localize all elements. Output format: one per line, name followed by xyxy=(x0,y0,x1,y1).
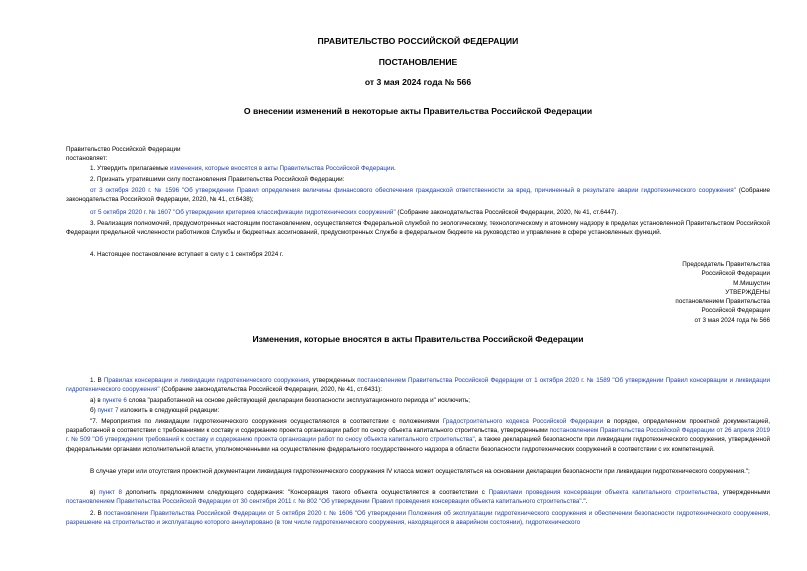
item-2: 2. Признать утратившими силу постановления Правительства Российской Федерации: xyxy=(90,176,345,183)
approved-line-3: Российской Федерации xyxy=(701,307,770,315)
approved-line-2: постановлением Правительства xyxy=(675,298,770,306)
document-page xyxy=(66,0,770,571)
signature-line-1: Председатель Правительства xyxy=(682,261,770,268)
document-title: О внесении изменений в некоторые акты Правительства Российской Федерации xyxy=(243,106,593,116)
change-1v xyxy=(66,488,770,506)
change-7-text xyxy=(66,417,770,454)
signature-block xyxy=(675,260,770,325)
item-1 xyxy=(66,164,794,173)
document-type-heading: ПОСТАНОВЛЕНИЕ xyxy=(378,57,458,67)
change-1v-suffix: .". xyxy=(581,498,588,506)
preamble-line-1: Правительство Российской Федерации xyxy=(66,146,181,153)
government-heading: ПРАВИТЕЛЬСТВО РОССИЙСКОЙ ФЕДЕРАЦИИ xyxy=(317,36,519,46)
change-1b-link[interactable]: пункт 7 xyxy=(97,407,119,414)
change-7-mid: в порядке, определенном проектной документацией, разработанной в соответствии с требованиями к составу и содержанию проекта организации работ по сносу объекта капитального строительства, утвержденными xyxy=(66,418,770,435)
change-1-prefix: 1. В xyxy=(90,377,104,384)
change-1v-link-decree[interactable]: постановлением Правительства Российской Федерации от 30 сентября 2011 г. № 802 "Об утверждении Правил проведения консервации объекта капитального строительства" xyxy=(66,498,582,506)
change-1v-link-rules[interactable]: Правилами проведения консервации объекта капитального строительства xyxy=(488,489,718,496)
preamble-line-2: постановляет: xyxy=(66,155,108,163)
preamble xyxy=(66,145,770,163)
change-2-prefix: 2. В xyxy=(90,510,104,517)
item-2a-suffix: (Собрание законодательства Российской Федерации, 2020, № 41, ст.6438); xyxy=(66,187,770,204)
change-1 xyxy=(66,376,770,394)
item-2a-link[interactable]: от 3 октября 2020 г. № 1596 "Об утверждении Правил определения величины финансового обеспечения гражданской ответственности за вред, причиненный в результате аварии гидротехнического сооружения" xyxy=(90,187,736,194)
change-2 xyxy=(66,509,770,527)
item-4: 4. Настоящее постановление вступает в силу с 1 сентября 2024 г. xyxy=(90,251,284,258)
item-2b-suffix: (Собрание законодательства Российской Федерации, 2020, № 41, ст.6447). xyxy=(395,209,619,216)
change-1v-mid: дополнить предложением следующего содержания: "Консервация такого объекта осуществляется в соответствии с xyxy=(122,489,489,496)
change-1b-suffix: изложить в следующей редакции: xyxy=(118,407,220,414)
change-1a-link[interactable]: пункте 6 xyxy=(102,397,127,404)
change-1a-prefix: а) в xyxy=(90,397,103,404)
approved-line-4: от 3 мая 2024 года № 566 xyxy=(694,316,770,324)
signature-line-3: М.Мишустин xyxy=(733,279,770,287)
change-7-link-decree[interactable]: постановлением Правительства Российской Федерации от 26 апреля 2019 г. № 509 "Об утверждении требований к составу и содержанию проекта организации работ по сносу объекта капитального строительства" xyxy=(66,427,770,444)
document-date-number: от 3 мая 2024 года № 566 xyxy=(364,77,472,87)
item-3: 3. Реализация полномочий, предусмотренных настоящим постановлением, осуществляется Федеральной службой по экологическому, технологическому и атомному надзору в пределах установленной Правительством Российской Федерации предельной численности работников Службы и бюджетных ассигнований, предусмотренных Службе в федеральном бюджете на руководство и управление в сфере установленных функций. xyxy=(66,220,770,237)
item-1-prefix: 1. Утвердить прилагаемые xyxy=(90,165,170,172)
approved-line-1: УТВЕРЖДЕНЫ xyxy=(725,288,770,296)
change-1-link-rules[interactable]: Правилах консервации и ликвидации гидротехнического сооружения xyxy=(103,377,309,384)
change-1b-prefix: б) xyxy=(90,407,98,414)
change-1a-suffix: слова "разработанной на основе действующей декларации безопасности эксплуатационного периода и" исключить; xyxy=(126,397,471,404)
change-1v-link-point[interactable]: пункт 8 xyxy=(99,489,123,496)
change-1a xyxy=(66,396,794,405)
changes-title: Изменения, которые вносятся в акты Правительства Российской Федерации xyxy=(252,334,584,344)
change-1v-prefix: в) xyxy=(90,489,100,496)
item-2b-link[interactable]: от 5 октября 2020 г. № 1607 "Об утверждении критериев классификации гидротехнических сооружений" xyxy=(90,209,396,216)
change-2-link[interactable]: постановлении Правительства Российской Федерации от 5 октября 2020 г. № 1606 "Об утверждении Положения об эксплуатации гидротехнического сооружения и обеспечении безопасности гидротехнического сооружения, разрешение на строительство и эксплуатацию которого аннулировано (в том числе гидротехнического сооружения, находящегося в аварийном состоянии), гидротехнического xyxy=(66,510,771,527)
item-1-suffix: . xyxy=(393,165,396,172)
signature-line-2: Российской Федерации xyxy=(701,270,770,278)
item-1-link[interactable]: изменения, которые вносятся в акты Правительства Российской Федерации xyxy=(170,165,394,172)
change-7-link-code[interactable]: Градостроительного кодекса Российской Федерации xyxy=(442,418,604,425)
change-1v-mid2: , утвержденными xyxy=(717,489,771,496)
item-2a xyxy=(66,186,770,204)
change-7-paragraph-2: В случае утери или отсутствия проектной документации ликвидация гидротехнического сооружения IV класса может осуществляться на основании декларации безопасности при ликвидации гидротехнического сооружения."; xyxy=(90,468,750,475)
change-7-suffix: , а также декларацией безопасности при ликвидации гидротехнического сооружения, утвержденной федеральными органами исполнительной власти, уполномоченными на осуществление федерального государственного надзора в области безопасности гидротехнических сооружений в соответствии с их компетенцией. xyxy=(66,436,770,453)
item-2b xyxy=(66,208,794,217)
change-1-mid: , утвержденных xyxy=(308,377,358,384)
change-1-suffix: (Собрание законодательства Российской Федерации, 2020, № 41, ст.6431): xyxy=(159,386,382,394)
change-1b xyxy=(66,406,794,415)
change-7-prefix: "7. Мероприятия по ликвидации гидротехнического сооружения осуществляются в соответствии с положениями xyxy=(90,418,443,425)
change-1-link-decree[interactable]: постановлением Правительства Российской Федерации от 1 октября 2020 г. № 1589 "Об утверждении Правил консервации и ликвидации гидротехнического сооружения" xyxy=(66,377,770,394)
